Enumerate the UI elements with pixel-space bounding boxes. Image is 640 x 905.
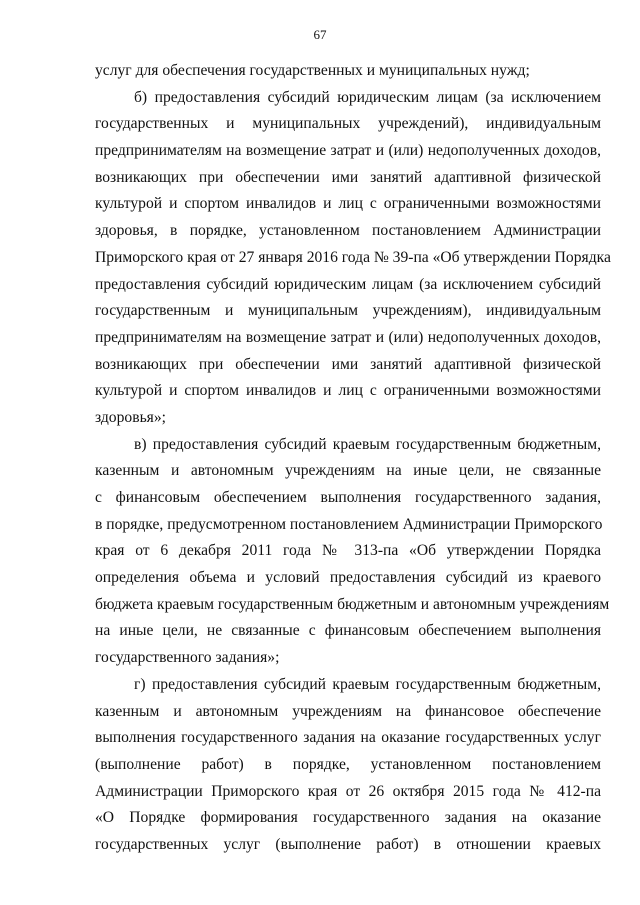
text-line: г) предоставления субсидий краевым государственным бюджетным, [134, 675, 601, 693]
text-line: Приморского края от 27 января 2016 года № 39-па «Об утверждении Порядка [95, 248, 611, 266]
text-line: бюджета краевым государственным бюджетным и автономным учреждениям [95, 595, 610, 613]
text-line: услуг для обеспечения государственных и муниципальных нужд; [95, 62, 530, 79]
text-line: здоровья»; [95, 408, 166, 426]
text-line: возникающих при обеспечении ими занятий адаптивной физической [95, 168, 601, 186]
text-line: предоставления субсидий юридическим лицам (за исключением субсидий [95, 275, 601, 293]
text-line: выполнения государственного задания на оказание государственных услуг [95, 729, 601, 747]
text-line: государственного задания»; [95, 649, 280, 667]
body-text [95, 58, 611, 859]
text-line: в) предоставления субсидий краевым государственным бюджетным, [134, 435, 601, 453]
text-line: культурой и спортом инвалидов и лиц с ограниченными возможностями [95, 195, 601, 213]
text-line: края от 6 декабря 2011 года № 313-па «Об утверждении Порядка [95, 542, 601, 560]
page-number: 67 [313, 27, 327, 42]
text-line: государственных и муниципальных учреждений), индивидуальным [95, 115, 601, 133]
text-line: предпринимателям на возмещение затрат и (или) недополученных доходов, [95, 142, 601, 160]
text-line: с финансовым обеспечением выполнения государственного задания, [95, 489, 601, 506]
text-line: б) предоставления субсидий юридическим лицам (за исключением [134, 88, 601, 106]
text-line: государственных услуг (выполнение работ) в отношении краевых [95, 835, 601, 853]
text-line: (выполнение работ) в порядке, установленном постановлением [95, 755, 601, 773]
text-line: определения объема и условий предоставления субсидий из краевого [95, 569, 601, 587]
text-line: Администрации Приморского края от 26 октября 2015 года № 412-па [95, 782, 601, 800]
text-line: на иные цели, не связанные с финансовым обеспечением выполнения [95, 622, 601, 640]
text-line: государственным и муниципальным учреждениям), индивидуальным [95, 302, 601, 320]
text-line: казенным и автономным учреждениям на иные цели, не связанные [95, 462, 601, 480]
text-line: предпринимателям на возмещение затрат и (или) недополученных доходов, [95, 328, 601, 346]
text-line: казенным и автономным учреждениям на финансовое обеспечение [95, 702, 601, 720]
text-line: здоровья, в порядке, установленном постановлением Администрации [95, 222, 601, 240]
text-line: в порядке, предусмотренном постановлением Администрации Приморского [95, 515, 603, 533]
text-line: культурой и спортом инвалидов и лиц с ограниченными возможностями [95, 382, 601, 400]
text-line: «О Порядке формирования государственного задания на оказание [95, 809, 601, 827]
text-line: возникающих при обеспечении ими занятий адаптивной физической [95, 355, 601, 373]
